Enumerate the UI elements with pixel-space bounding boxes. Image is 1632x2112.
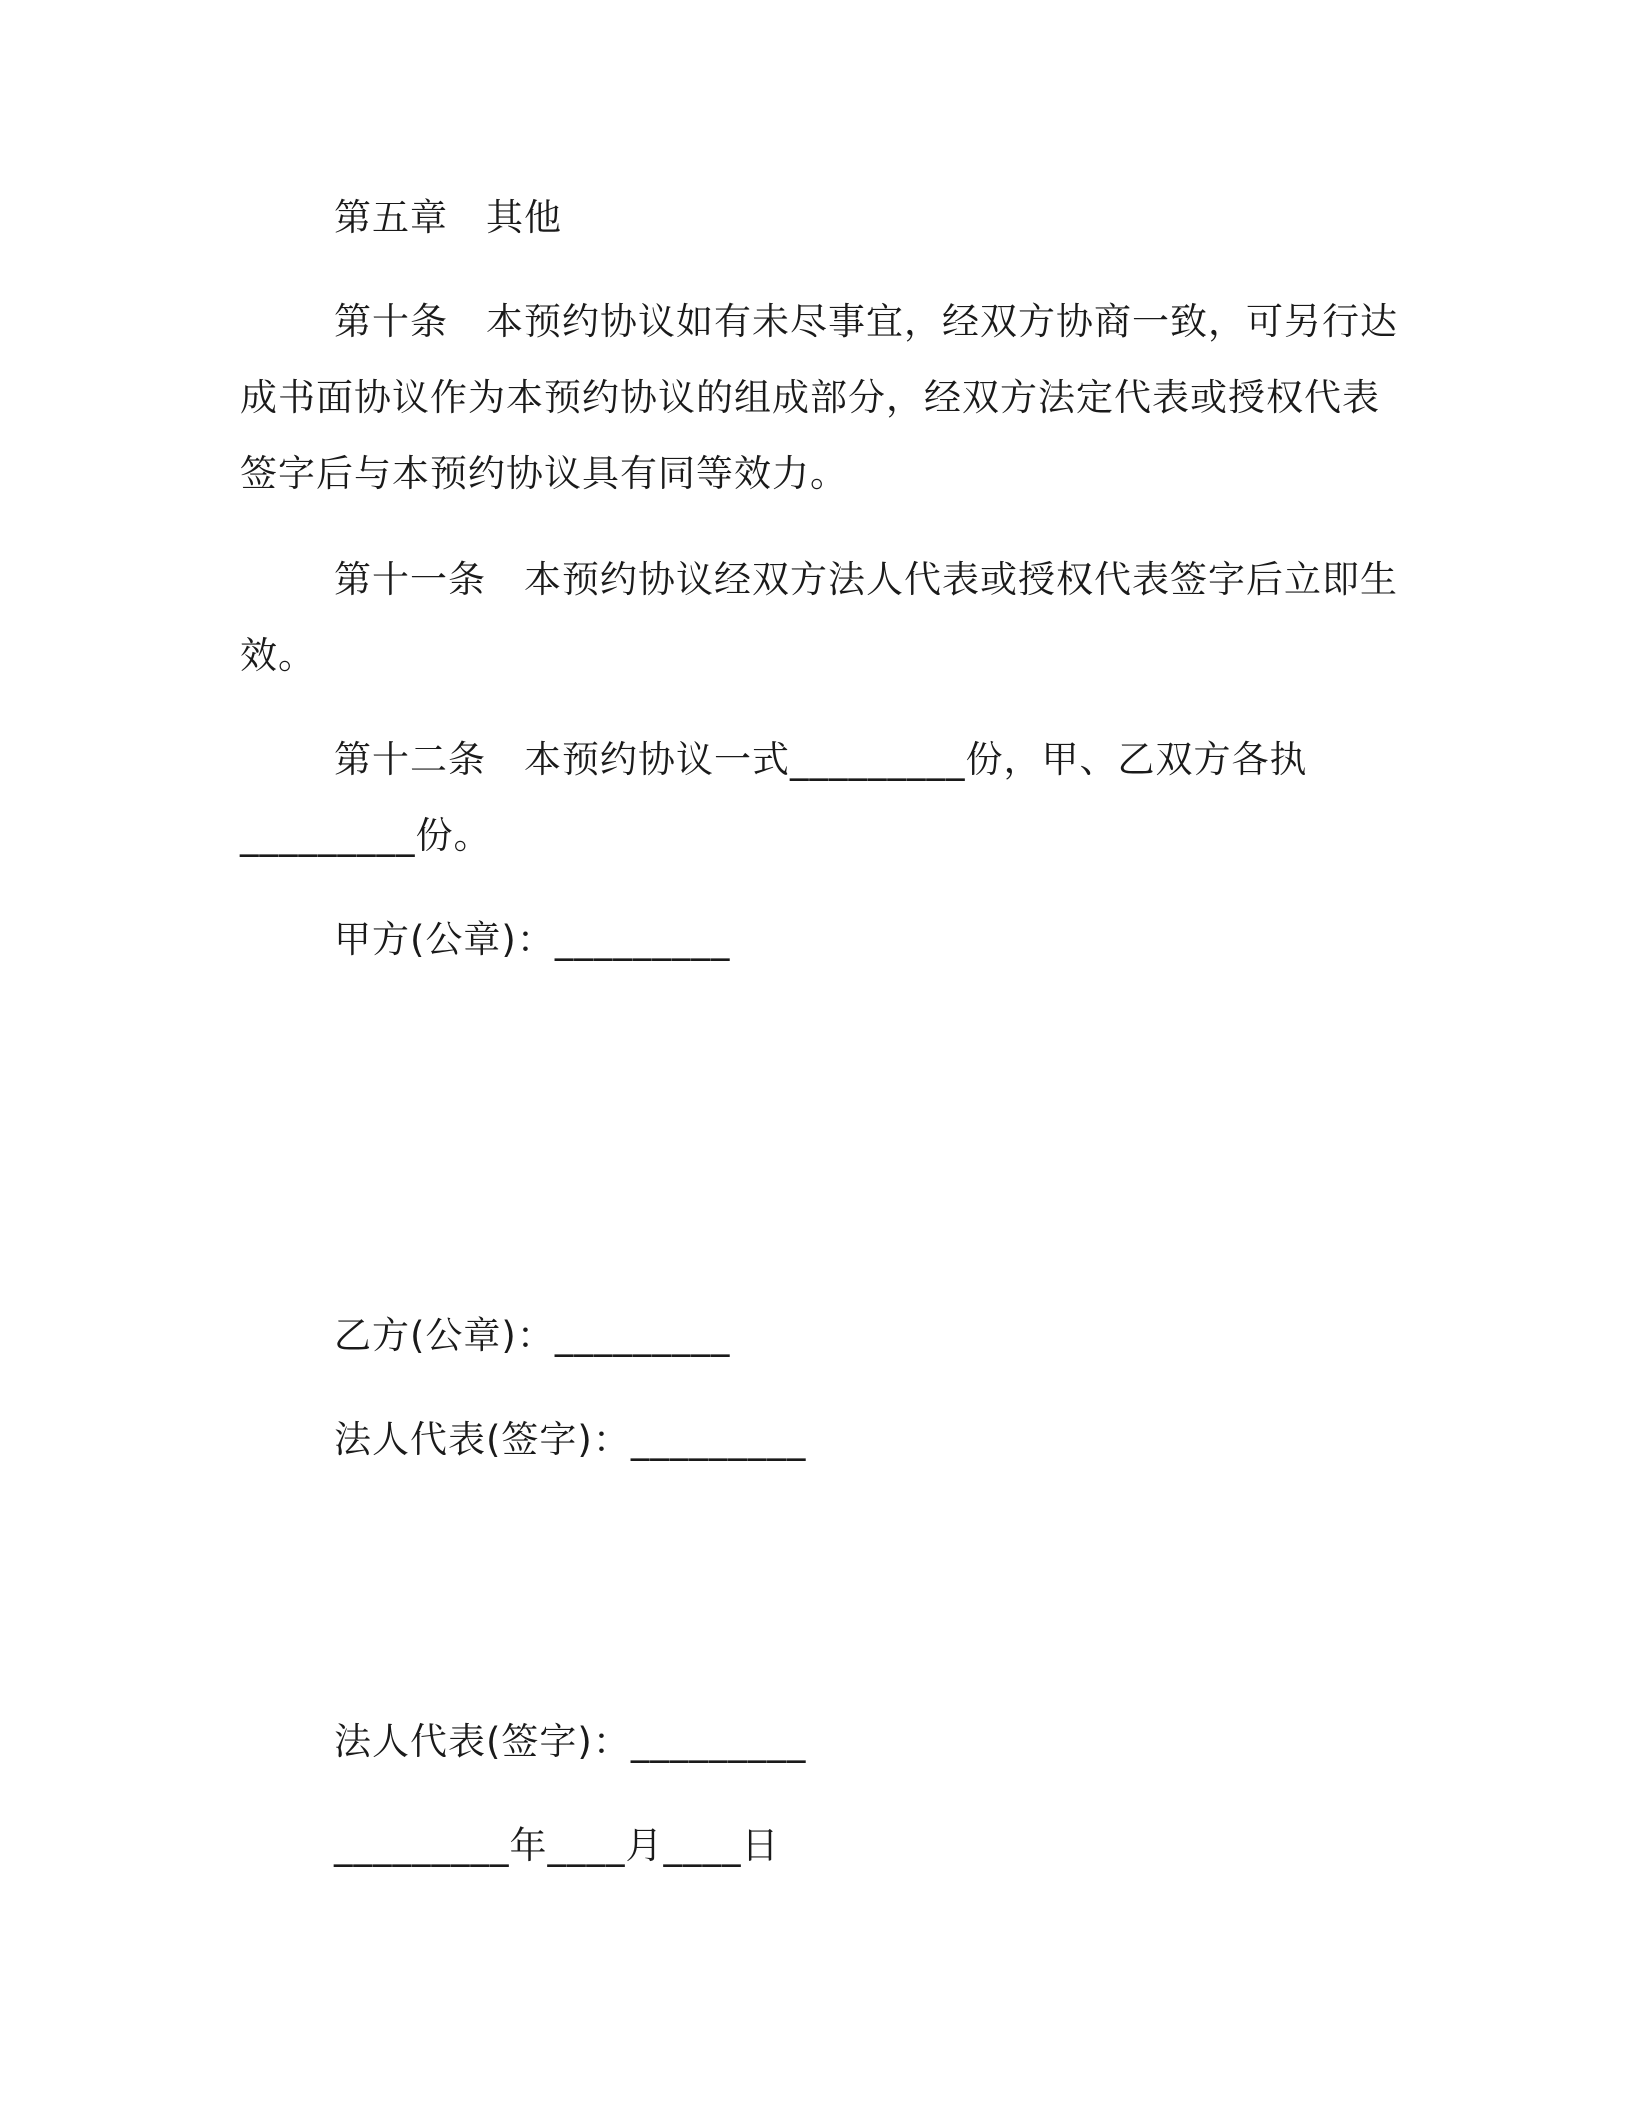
chapter-title: 其他 [486, 196, 562, 239]
chapter-number: 第五章 [334, 196, 448, 239]
legal-rep-signature-line-1: 法人代表(签字)：_________ [334, 1418, 807, 1461]
article-11-line-1 [334, 554, 1398, 606]
date-line: _________年____月____日 [334, 1824, 780, 1867]
article-10-line-3: 签字后与本预约协议具有同等效力。 [240, 452, 848, 495]
article-12-label: 第十二条 [334, 738, 486, 781]
article-12-line-2: _________份。 [240, 814, 492, 857]
article-11-line-2: 效。 [240, 634, 316, 677]
article-10-text-1: 本预约协议如有未尽事宜，经双方协商一致，可另行达 [486, 300, 1398, 343]
party-b-seal-line: 乙方(公章)：_________ [334, 1314, 731, 1357]
article-10-label: 第十条 [334, 300, 448, 343]
article-11-label: 第十一条 [334, 558, 486, 601]
legal-rep-signature-line-2: 法人代表(签字)：_________ [334, 1720, 807, 1763]
chapter-heading [334, 192, 562, 244]
party-a-seal-line: 甲方(公章)：_________ [334, 918, 731, 961]
article-12-line-1 [334, 734, 1308, 786]
article-10-line-1 [334, 296, 1398, 348]
article-12-text-1: 本预约协议一式_________份，甲、乙双方各执 [524, 738, 1308, 781]
article-11-text-1: 本预约协议经双方法人代表或授权代表签字后立即生 [524, 558, 1398, 601]
article-10-line-2: 成书面协议作为本预约协议的组成部分，经双方法定代表或授权代表 [240, 376, 1380, 419]
